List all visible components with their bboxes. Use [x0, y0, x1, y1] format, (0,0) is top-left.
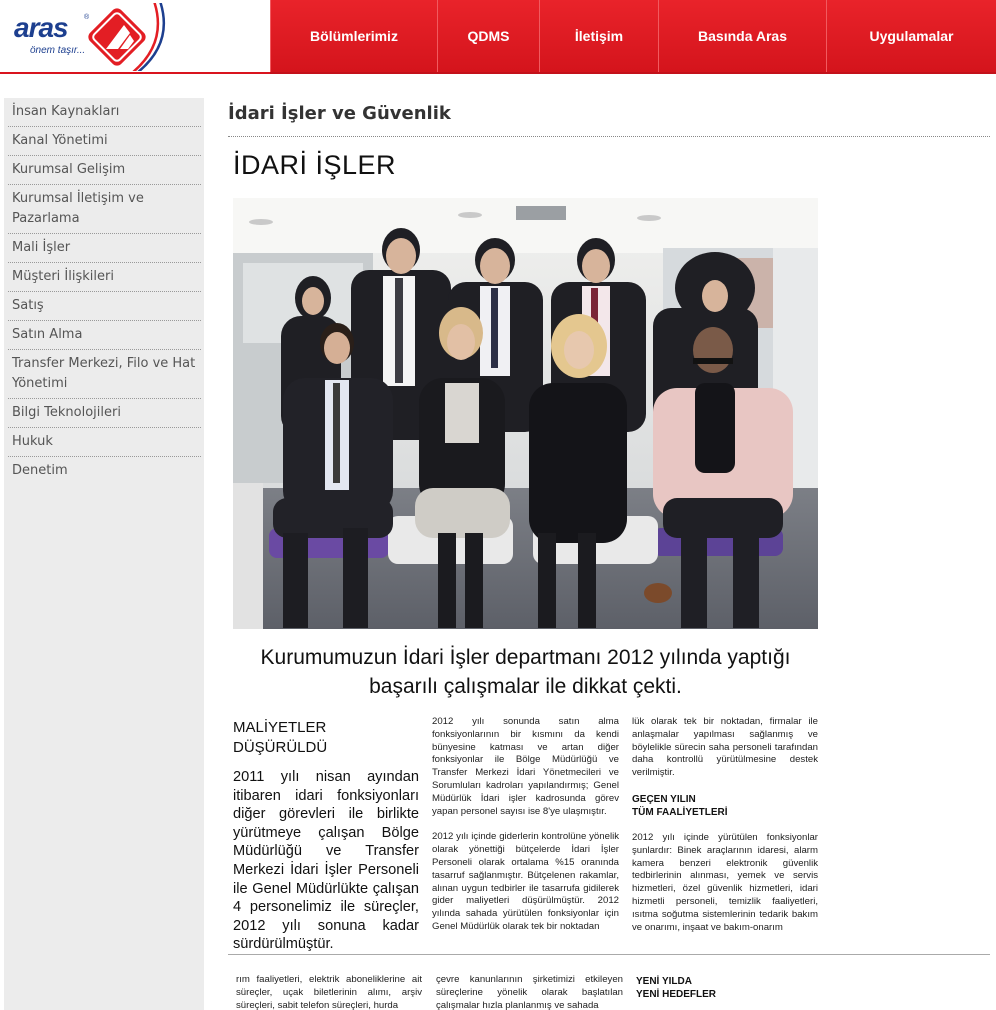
page-divider [228, 954, 990, 955]
section-heading-faaliyetler: GEÇEN YILIN TÜM FAALİYETLERİ [632, 793, 728, 818]
logo[interactable] [0, 0, 270, 74]
sidebar-item-mali-isler[interactable]: Mali İşler [8, 234, 201, 263]
section-heading-maliyetler: MALİYETLER DÜŞÜRÜLDÜ [233, 719, 328, 756]
site-header [0, 0, 996, 74]
nav-item-uygulamalar[interactable]: Uygulamalar [826, 0, 996, 72]
main-nav [270, 0, 996, 74]
article-paragraph: 2012 yılı içinde yürütülen fonksiyonlar şunlardır: Binek araçlarının idaresi, alarm kamera benzeri elektronik güvenlik tedbirlerinin alınması, yemek ve servis hizmetleri, özel güvenlik hizmetleri, idari hizmetli personeli, temizlik faaliyetleri, ısıtma soğutma sistemlerinin tedarik bakım ve onarımı, inşaat ve bakım-onarım [632, 831, 818, 933]
nav-item-iletisim[interactable]: İletişim [539, 0, 658, 72]
nav-item-qdms[interactable]: QDMS [437, 0, 539, 72]
sidebar-item-denetim[interactable]: Denetim [12, 463, 68, 478]
article-column-2 [432, 716, 619, 948]
document-heading: İDARİ İŞLER [233, 150, 397, 180]
sidebar-menu [4, 98, 204, 485]
page-title: İdari İşler ve Güvenlik [228, 103, 451, 124]
title-divider [228, 136, 990, 137]
logo-registered-mark: ® [84, 14, 90, 21]
sidebar-item-bilgi-teknolojileri[interactable]: Bilgi Teknolojileri [8, 399, 201, 428]
nav-item-basinda-aras[interactable]: Basında Aras [658, 0, 826, 72]
sidebar-item-musteri-iliskileri[interactable]: Müşteri İlişkileri [8, 263, 201, 292]
sidebar-item-kurumsal-gelisim[interactable]: Kurumsal Gelişim [8, 156, 201, 185]
article-paragraph: lük olarak tek bir noktadan, firmalar ile anlaşmalar yapılması sağlanmış ve böylelikle sürecin saha personeli tarafından daha kontrollü yürütülmesine destek verilmiştir. [632, 716, 818, 779]
section-heading-yeni-hedefler: YENİ YILDA YENİ HEDEFLER [636, 976, 717, 1000]
sidebar [4, 98, 204, 1010]
article-column-3 [632, 716, 818, 948]
sidebar-item-kanal-yonetimi[interactable]: Kanal Yönetimi [8, 127, 201, 156]
sidebar-item-kurumsal-iletisim[interactable]: Kurumsal İletişim ve Pazarlama [8, 185, 201, 234]
article-paragraph: 2012 yılı içinde giderlerin kontrolüne yönelik olarak yönettiği bütçelerde İdari İşler Personeli olarak ortalama %15 oranında tasarruf sağlanmıştır. Bütçelenen rakamlar, alınan uygun tedbirler ile tasarrufa gidilerek gider maliyetleri düşürülmüştür. 2012 yılında sahada yürütülen fonksiyonlar için Genel Müdürlük olarak tek bir noktadan [432, 831, 619, 932]
sidebar-item-satis[interactable]: Satış [8, 292, 201, 321]
sidebar-item-transfer-merkezi[interactable]: Transfer Merkezi, Filo ve Hat Yönetimi [8, 350, 201, 399]
sidebar-item-hukuk[interactable]: Hukuk [8, 428, 201, 457]
logo-emblem-icon [82, 3, 177, 71]
sidebar-item-satin-alma[interactable]: Satın Alma [8, 321, 201, 350]
lead-paragraph: Kurumumuzun İdari İşler departmanı 2012 yılında yaptığı başarılı çalışmalar ile dikkat çekti. [260, 646, 791, 698]
article-continued-col-2: çevre kanunlarının şirketimizi etkileyen süreçlerine yönelik olarak başlatılan çalışmalar hızla planlanmış ve sahada [436, 974, 623, 1010]
article-continued-col-1: rım faaliyetleri, elektrik aboneliklerine ait süreçler, uçak biletlerinin alımı, arşiv süreçleri, sabit telefon süreçleri, hurda [236, 974, 422, 1010]
logo-slogan: önem taşır... [30, 45, 86, 56]
article-paragraph: 2012 yılı sonunda satın alma fonksiyonlarının bir kısmını da kendi bünyesine katması ve artan diğer fonksiyonlar ile Bölge Müdürlüğü ve Transfer Merkezi İdari Yönetmecileri ve Sorumluları kadroları yapılandırmış; Genel Müdürlük İdari işler kadrosunda görev yapan personel sayısı ise 8'ye ulaşmıştır. [432, 716, 619, 817]
sidebar-item-insan-kaynaklari[interactable]: İnsan Kaynakları [8, 98, 201, 127]
article-intro-text: 2011 yılı nisan ayından itibaren idari fonksiyonları diğer görevleri ile birlikte yürütmeye çalışan Bölge Müdürlüğü ve Transfer Merkezi İdari İşler Personeli ile Genel Müdürlükte çalışan 4 personelimiz ile süreçler, 2012 yılı sonuna kadar sürdürülmüştür. [233, 769, 419, 953]
logo-wordmark: aras [14, 12, 68, 43]
nav-item-bolumlerimiz[interactable]: Bölümlerimiz [270, 0, 437, 72]
team-photo [233, 198, 818, 629]
